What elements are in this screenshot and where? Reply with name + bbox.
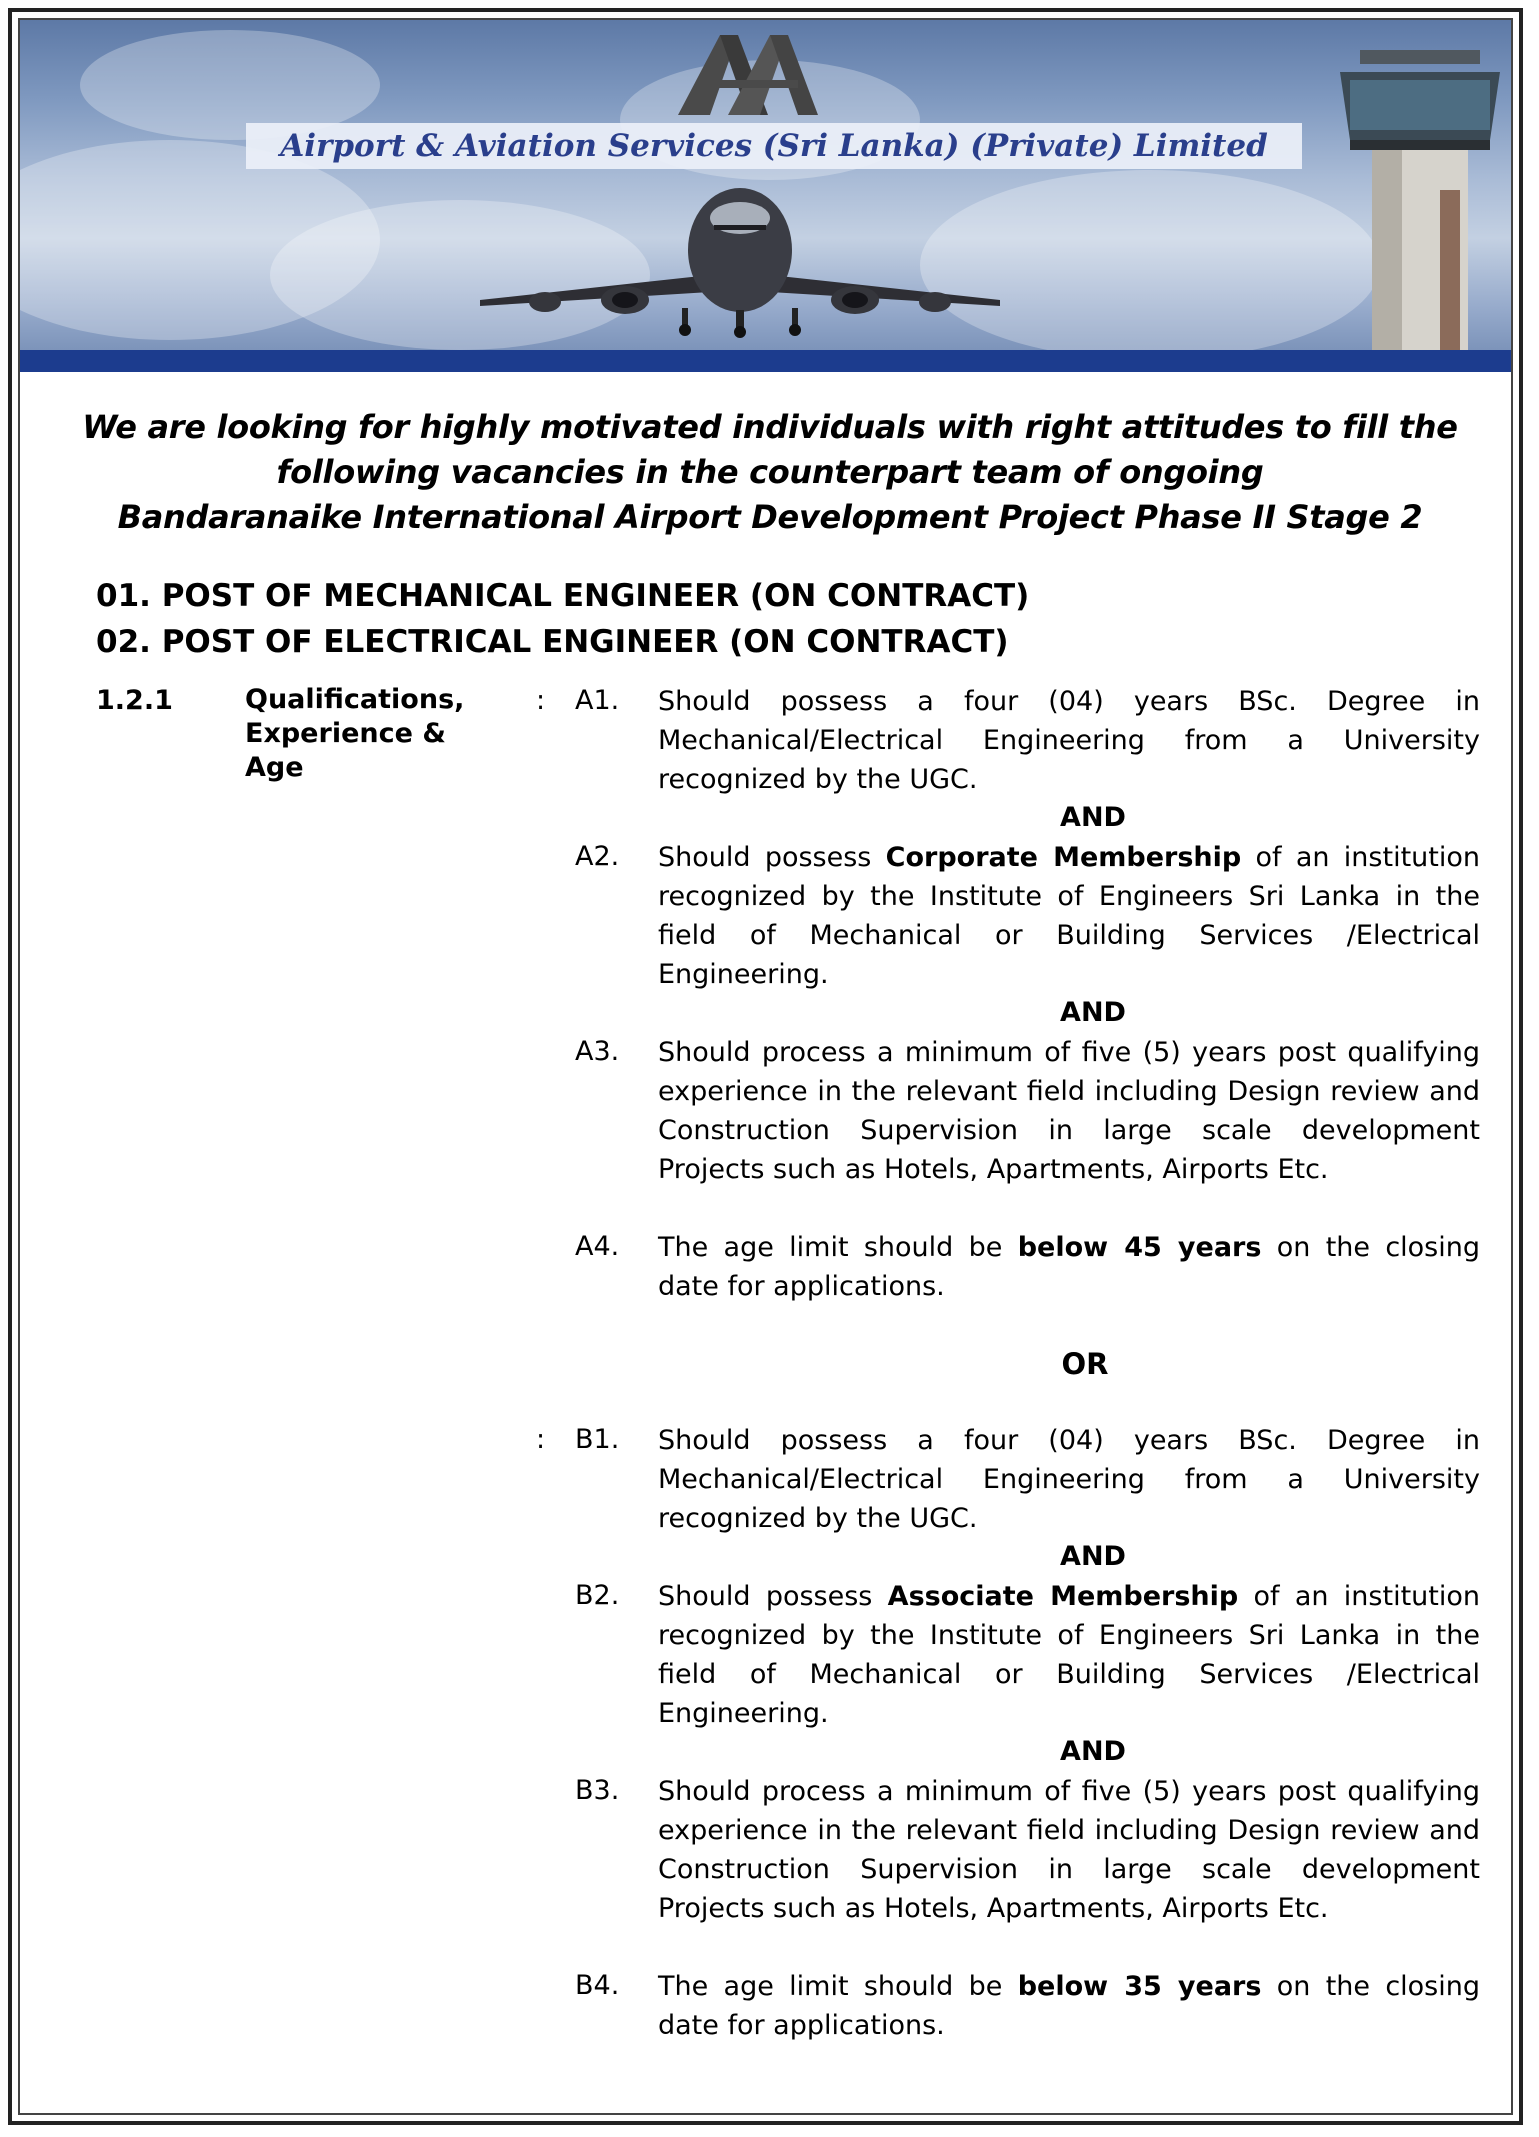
- banner-stripe: [20, 350, 1511, 372]
- intro-line: following vacancies in the counterpart team of ongoing: [276, 453, 1264, 491]
- text-run-bold: Corporate Membership: [885, 842, 1242, 873]
- item-label-a1: A1.: [575, 685, 620, 716]
- colon-separator: :: [536, 1424, 546, 1455]
- and-connector: AND: [1060, 1736, 1126, 1767]
- text-run-bold: Associate Membership: [887, 1581, 1239, 1612]
- company-name-box: [246, 123, 1302, 169]
- text-run: of an institution recognized by the Institute of Engineers Sri Lanka in the field of Mechanical or Building Services /Electrical Engineering.: [658, 1581, 1480, 1729]
- text-run: The age limit should be: [658, 1232, 1018, 1263]
- section-label: [245, 683, 464, 785]
- header-banner: [20, 20, 1511, 372]
- section-label-line: Qualifications,: [245, 684, 465, 715]
- colon-separator: :: [536, 685, 546, 716]
- post-heading-mechanical: 01. POST OF MECHANICAL ENGINEER (ON CONTRACT): [96, 578, 1030, 614]
- item-text-b1: Should possess a four (04) years BSc. Degree in Mechanical/Electrical Engineering from a University recognized by the UGC.: [658, 1425, 1480, 1534]
- item-label-a2: A2.: [575, 841, 620, 872]
- text-run: Should possess: [658, 842, 886, 873]
- item-text-b3: Should process a minimum of five (5) years post qualifying experience in the relevant field including Design review and Construction Supervision in large scale development Projects such as Hotels, Apartments, Airports Etc.: [658, 1776, 1480, 1924]
- section-number: 1.2.1: [96, 685, 173, 716]
- airplane-icon: [460, 180, 1020, 340]
- item-text-a2: [658, 838, 1480, 994]
- section-label-line: Age: [245, 752, 304, 783]
- intro-line: Bandaranaike International Airport Development Project Phase II Stage 2: [117, 498, 1423, 536]
- company-logo-icon: [668, 30, 828, 120]
- and-connector: AND: [1060, 997, 1126, 1028]
- item-text-a4: [658, 1228, 1480, 1306]
- or-connector: OR: [1061, 1347, 1109, 1381]
- text-run-bold: below 45 years: [1017, 1232, 1262, 1263]
- control-tower-icon: [1330, 50, 1511, 372]
- item-label-b4: B4.: [575, 1970, 620, 2001]
- intro-statement: [70, 405, 1470, 540]
- and-connector: AND: [1060, 802, 1126, 833]
- and-connector: AND: [1060, 1541, 1126, 1572]
- text-run: The age limit should be: [658, 1971, 1018, 2002]
- text-run: on the closing date for applications.: [658, 1232, 1481, 1302]
- item-label-b2: B2.: [575, 1580, 620, 1611]
- section-label-line: Experience &: [245, 718, 446, 749]
- item-text-b4: [658, 1967, 1480, 2045]
- text-run: Should possess: [658, 1581, 888, 1612]
- intro-line: We are looking for highly motivated individuals with right attitudes to fill the: [82, 408, 1458, 446]
- item-text-a1: Should possess a four (04) years BSc. Degree in Mechanical/Electrical Engineering from a University recognized by the UGC.: [658, 686, 1480, 795]
- item-label-a3: A3.: [575, 1036, 620, 1067]
- item-label-b3: B3.: [575, 1775, 620, 1806]
- text-run: on the closing date for applications.: [658, 1971, 1481, 2041]
- item-text-a3: Should process a minimum of five (5) years post qualifying experience in the relevant field including Design review and Construction Supervision in large scale development Projects such as Hotels, Apartments, Airports Etc.: [658, 1037, 1480, 1185]
- item-label-b1: B1.: [575, 1424, 620, 1455]
- item-label-a4: A4.: [575, 1231, 620, 1262]
- company-name: Airport & Aviation Services (Sri Lanka) (Private) Limited: [280, 128, 1268, 164]
- text-run-bold: below 35 years: [1017, 1971, 1262, 2002]
- item-text-b2: [658, 1577, 1480, 1733]
- text-run: of an institution recognized by the Institute of Engineers Sri Lanka in the field of Mechanical or Building Services /Electrical Engineering.: [658, 842, 1480, 990]
- post-heading-electrical: 02. POST OF ELECTRICAL ENGINEER (ON CONTRACT): [96, 624, 1009, 660]
